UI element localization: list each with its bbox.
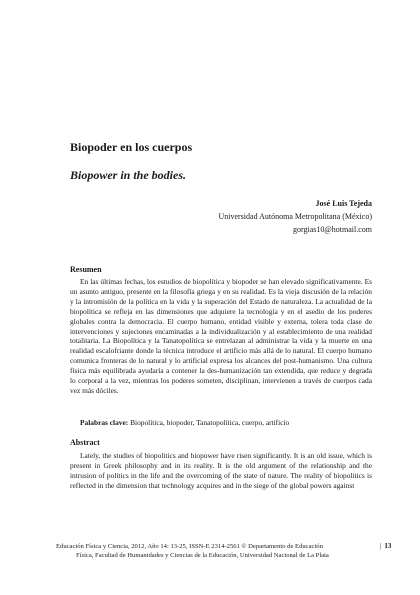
article-title-english: Biopower in the bodies. [70,168,187,182]
article-title-spanish: Biopoder en los cuerpos [70,140,193,154]
keywords-line [70,418,372,428]
author-block [72,197,372,236]
footer-citation-line1: Educación Física y Ciencia, 2012, Año 14: 13-25, ISSN-E 2314-2561 © Departamento de Educación [56,543,323,550]
resumen-heading: Resumen [70,265,102,274]
page-number-value: 13 [384,542,392,550]
page-number [380,542,391,551]
abstract-text: Lately, the studies of biopolitics and biopower have risen significantly. It is an old issue, which is present in Greek philosophy and in its reality. It is the old argument of the relationship and the intrusion of politics in the life and the overcoming of the state of nature. The reality of biopolitics is reflected in the dimension that technology acquires and in the siege of the global powers against [70,451,372,490]
author-name: José Luis Tejeda [315,199,372,208]
page-number-separator: | [380,542,382,550]
journal-footer [56,542,376,560]
author-affiliation: Universidad Autónoma Metropolitana (México) [218,212,372,221]
keywords-label: Palabras clave: [80,418,129,427]
keywords-list: Biopolítica, biopoder, Tanatopolítica, cuerpo, artificio [130,418,290,427]
author-email: gorgias10@hotmail.com [293,225,372,234]
abstract-heading: Abstract [70,438,100,447]
resumen-text: En las últimas fechas, los estudios de biopolítica y biopoder se han elevado significativamente. Es un asunto antiguo, presente en la filosofía griega y en su realidad. Es la vieja discusión de la relación y la intromisión de la política en la vida y la superación del Estado de naturaleza. La actualidad de la biopolítica se refleja en las dimensiones que adquiere la tecnología y en el asedio de los poderes globales contra la democracia. El cuerpo humano, entidad visible y externa, tolera toda clase de intervenciones y sujeciones encaminadas a la individualización y al establecimiento de una realidad totalitaria. La Biopolítica y la Tanatopolítica se entrelazan al administrar la vida y la muerte en una realidad escalofriante donde la técnica introduce el artificio más allá de lo natural. El cuerpo humano comunica fronteras de lo natural y lo artificial expresa los alcances del post-humanismo. Una cultura física más equilibrada ayudaría a contener la des-humanización tan extendida, que reduce y degrada lo corporal a la vez, mientras los poderes someten, disciplinan, intervienen a través de cuerpos cada vez más dóciles. [70,277,372,395]
footer-citation-line2: Física, Facultad de Humanidades y Ciencias de la Educación, Universidad Nacional de La Plata [76,552,329,559]
